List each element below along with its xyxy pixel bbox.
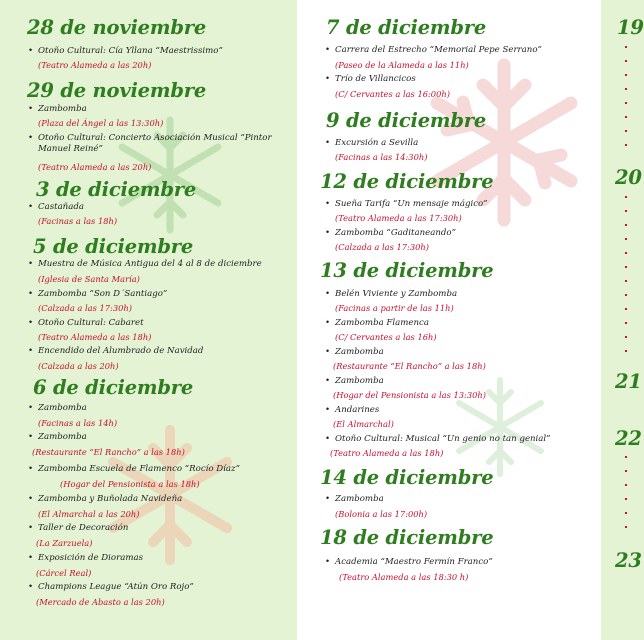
date-heading: 23 bbox=[615, 549, 642, 572]
event-place: (Facinas a las 14h) bbox=[38, 418, 118, 428]
event-title: • Sueña Tarifa “Un mensaje mágico” bbox=[325, 199, 488, 209]
event-place: (Hogar del Pensionista a las 13:30h) bbox=[333, 390, 486, 400]
event-title: • Otoño Cultural: Musical “Un genio no tan genial” bbox=[325, 434, 551, 444]
partial-event-marks bbox=[625, 46, 627, 156]
event-place: (Mercado de Abasto a las 20h) bbox=[36, 597, 165, 607]
event-title: • Excursión a Sevilla bbox=[325, 138, 419, 148]
event-title: • Encendido del Alumbrado de Navidad bbox=[28, 346, 204, 356]
event-place: (Teatro Alameda a las 20h) bbox=[38, 60, 152, 70]
event-place: (Facinas a partir de las 11h) bbox=[335, 303, 454, 313]
event-place: (Plaza del Ángel a las 13:30h) bbox=[38, 118, 164, 128]
date-heading: 12 de diciembre bbox=[320, 170, 494, 193]
event-place: (Teatro Alameda a las 17:30h) bbox=[335, 213, 462, 223]
event-place: (Restaurante “El Rancho” a las 18h) bbox=[333, 361, 486, 371]
event-place: (Calzada a las 20h) bbox=[38, 361, 119, 371]
event-title: • Exposición de Dioramas bbox=[28, 553, 144, 563]
event-place: (C/ Cervantes a las 16:00h) bbox=[335, 89, 450, 99]
event-place: (Teatro Alameda a las 18h) bbox=[330, 448, 444, 458]
date-heading: 18 de diciembre bbox=[320, 526, 494, 549]
event-title: • Zambomba bbox=[325, 494, 384, 504]
event-title: • Zambomba bbox=[28, 432, 87, 442]
event-place: (Teatro Alameda a las 20h) bbox=[38, 162, 152, 172]
event-title: • Castañada bbox=[28, 202, 84, 212]
date-heading: 20 bbox=[615, 166, 642, 189]
event-title: • Zambomba bbox=[325, 376, 384, 386]
event-place: (Cárcel Real) bbox=[36, 568, 92, 578]
event-title: • Zambomba Escuela de Flamenco “Rocío Díaz” bbox=[28, 464, 240, 474]
date-heading: 22 bbox=[615, 427, 642, 450]
date-heading: 5 de diciembre bbox=[33, 235, 194, 258]
date-heading: 7 de diciembre bbox=[326, 16, 487, 39]
event-place: (Calzada a las 17:30h) bbox=[335, 242, 429, 252]
column-left bbox=[0, 0, 297, 640]
event-place: (Facinas a las 14:30h) bbox=[335, 152, 428, 162]
date-heading: 19 bbox=[617, 16, 644, 39]
event-place: (Paseo de la Alameda a las 11h) bbox=[335, 60, 469, 70]
date-heading: 21 bbox=[615, 370, 642, 393]
partial-event-marks bbox=[625, 456, 627, 536]
event-title: • Belén Viviente y Zambomba bbox=[325, 289, 458, 299]
event-place: (Calzada a las 17:30h) bbox=[38, 303, 132, 313]
snowflake-icon bbox=[105, 110, 235, 240]
event-title: • Muestra de Música Antigua del 4 al 8 de diciembre bbox=[28, 259, 262, 269]
column-right-partial bbox=[601, 0, 644, 640]
date-heading: 28 de noviembre bbox=[27, 16, 207, 39]
event-title: • Zambomba bbox=[28, 403, 87, 413]
event-title: • Zambomba “Gaditaneando” bbox=[325, 228, 456, 238]
date-heading: 14 de diciembre bbox=[320, 466, 494, 489]
event-place: (C/ Cervantes a las 16h) bbox=[335, 332, 437, 342]
event-title: • Zambomba y Buñolada Navideña bbox=[28, 494, 183, 504]
partial-event-marks bbox=[625, 196, 627, 356]
event-title: • Taller de Decoración bbox=[28, 523, 129, 533]
event-title: • Carrera del Estrecho “Memorial Pepe Serrano” bbox=[325, 45, 542, 55]
event-title: • Otoño Cultural: Concierto Asociación Musical “Pintor Manuel Reiné” bbox=[28, 133, 272, 154]
event-title: • Otoño Cultural: Cía Yllana “Maestrissimo” bbox=[28, 46, 223, 56]
event-place: (Bolonia a las 17:00h) bbox=[335, 509, 428, 519]
event-title: • Trío de Villancicos bbox=[325, 74, 416, 84]
event-title: • Zambomba “Son D´Santiago” bbox=[28, 289, 168, 299]
column-middle bbox=[297, 0, 601, 640]
date-heading: 9 de diciembre bbox=[326, 109, 487, 132]
date-heading: 13 de diciembre bbox=[320, 259, 494, 282]
event-place: (Facinas a las 18h) bbox=[38, 216, 118, 226]
event-place: (Iglesia de Santa María) bbox=[38, 274, 140, 284]
event-title: • Zambomba bbox=[325, 347, 384, 357]
date-heading: 6 de diciembre bbox=[33, 376, 194, 399]
event-place: (Teatro Alameda a las 18h) bbox=[38, 332, 152, 342]
event-place: (El Almarchal a las 20h) bbox=[38, 509, 140, 519]
date-heading: 3 de diciembre bbox=[36, 178, 197, 201]
date-heading: 29 de noviembre bbox=[27, 79, 207, 102]
event-title: • Academia “Maestro Fermín Franco” bbox=[325, 557, 493, 567]
event-place: (Hogar del Pensionista a las 18h) bbox=[60, 479, 200, 489]
event-title: • Zambomba bbox=[28, 104, 87, 114]
event-title: • Champions League “Atún Oro Rojo” bbox=[28, 582, 194, 592]
event-place: (Restaurante “El Rancho” a las 18h) bbox=[32, 447, 185, 457]
event-title: • Zambomba Flamenca bbox=[325, 318, 429, 328]
event-title: • Andarines bbox=[325, 405, 380, 415]
event-place: (La Zarzuela) bbox=[36, 538, 93, 548]
event-place: (Teatro Alameda a las 18:30 h) bbox=[339, 572, 469, 582]
event-title: • Otoño Cultural: Cabaret bbox=[28, 318, 144, 328]
event-place: (El Almarchal) bbox=[333, 419, 394, 429]
